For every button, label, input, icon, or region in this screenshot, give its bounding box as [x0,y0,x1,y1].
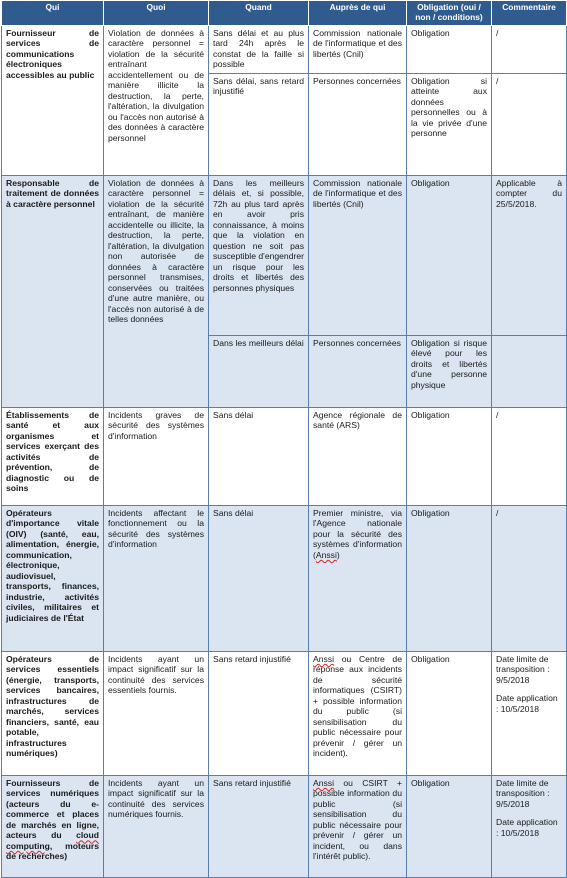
cell-commentaire: / [492,408,567,506]
cell-commentaire: Date limite de transposition : 9/5/2018 Date application : 10/5/2018 [492,776,567,878]
cell-qui: Fournisseur de services de communications électroniques accessibles au public [2,26,104,176]
cell-aupres: Commission nationale de l'informatique et des libertés (Cnil) [309,26,407,74]
table-row [2,776,567,878]
cell-obligation: Obligation [407,26,492,74]
cell-commentaire: / [492,74,567,176]
spellcheck-underline: Anssi [315,549,337,560]
cell-quoi: Violation de données à caractère personnel = violation de la sécurité entraînant, de manière accidentelle ou illicite, la destruction, la perte, l'altération, la divulgation non autorisée de données à caractère personnel transmises, conservées ou traitées d'une autre manière, ou l'accès non autorisé à de telles données [104,176,209,408]
cell-obligation: Obligation si risque élevé pour les droits et libertés d'une personne physique [407,336,492,408]
table-row [2,26,567,74]
cell-obligation: Obligation [407,176,492,336]
cell-aupres: Premier ministre, via l'Agence nationale pour la sécurité des systèmes d'information (Anssi) [309,506,407,652]
spellcheck-underline: computing [6,840,50,851]
header-obligation: Obligation (oui / non / conditions) [407,1,492,26]
cell-aupres: Personnes concernées [309,336,407,408]
spellcheck-underline: Anssi [313,778,335,788]
cell-quand: Sans délai [209,506,309,652]
cell-commentaire: Applicable à compter du 25/5/2018. [492,176,567,336]
cell-obligation: Obligation [407,776,492,878]
cell-commentaire [492,336,567,408]
table-header-row [2,1,567,26]
cell-aupres: Anssi ou CSIRT + possible information du public (si sensibilisation du public nécessaire pour prévenir / gérer un incident, ou dans l'intérêt public). [309,776,407,878]
cell-commentaire: Date limite de transposition : 9/5/2018 Date application : 10/5/2018 [492,652,567,776]
cell-quand: Sans délai, sans retard injustifié [209,74,309,176]
spellcheck-underline: cloud [76,830,99,841]
header-quoi: Quoi [104,1,209,26]
cell-quand: Sans retard injustifié [209,776,309,878]
cell-quoi: Violation de données à caractère personnel = violation de la sécurité entraînant accidentellement ou de manière illicite la destruction, la perte, l'altération, la divulgation ou l'accès non autorisé à des données à caractère personnel [104,26,209,176]
cell-obligation: Obligation [407,652,492,776]
table-row [2,176,567,336]
cell-obligation: Obligation [407,506,492,652]
cell-qui: Fournisseurs de services numériques (acteurs du e-commerce et places de marchés en ligne, acteurs du cloud computing, moteurs de recherches) [2,776,104,878]
cell-quand: Sans délai et au plus tard 24h après le constat de la faille si possible [209,26,309,74]
header-quand: Quand [209,1,309,26]
cell-aupres: Commission nationale de l'informatique et des libertés (Cnil) [309,176,407,336]
cell-commentaire: / [492,506,567,652]
cell-qui: Établissements de santé et aux organismes et services exerçant des activités de prévention, de diagnostic ou de soins [2,408,104,506]
header-aupres: Auprès de qui [309,1,407,26]
notification-obligations-table [1,0,567,878]
table-row [2,506,567,652]
cell-quand: Dans les meilleurs délai [209,336,309,408]
cell-aupres: Agence régionale de santé (ARS) [309,408,407,506]
cell-quand: Sans retard injustifié [209,652,309,776]
cell-quoi: Incidents graves de sécurité des systèmes d'information [104,408,209,506]
cell-quand: Dans les meilleurs délais et, si possible, 72h au plus tard après en avoir pris connaissance, à moins que la violation en question ne soit pas susceptible d'engendrer un risque pour les droits et libertés des personnes physiques [209,176,309,336]
header-commentaire: Commentaire [492,1,567,26]
cell-qui: Opérateurs d'importance vitale (OIV) (santé, eau, alimentation, énergie, communication, électronique, audiovisuel, transports, finances, industrie, activités civiles, militaires et judiciaires de l'État [2,506,104,652]
cell-qui: Responsable de traitement de données à caractère personnel [2,176,104,408]
cell-quoi: Incidents affectant le fonctionnement ou la sécurité des systèmes d'information [104,506,209,652]
table-row [2,652,567,776]
cell-quoi: Incidents ayant un impact significatif sur la continuité des services numériques fournis. [104,776,209,878]
cell-quoi: Incidents ayant un impact significatif sur la continuité des services essentiels fournis. [104,652,209,776]
cell-commentaire: / [492,26,567,74]
header-qui: Qui [2,1,104,26]
cell-qui: Opérateurs de services essentiels (énergie, transports, services bancaires, infrastructures de marchés, services financiers, santé, eau potable, infrastructures numériques) [2,652,104,776]
cell-quand: Sans délai [209,408,309,506]
cell-obligation: Obligation si atteinte aux données personnelles ou à la vie privée d'une personne [407,74,492,176]
spellcheck-underline: Anssi [313,654,335,664]
cell-aupres: Anssi ou Centre de réponse aux incidents de sécurité informatiques (CSIRT) + possible information du public (si sensibilisation du public nécessaire pour prévenir / gérer un incident). [309,652,407,776]
table-row [2,408,567,506]
cell-aupres: Personnes concernées [309,74,407,176]
cell-obligation: Obligation [407,408,492,506]
